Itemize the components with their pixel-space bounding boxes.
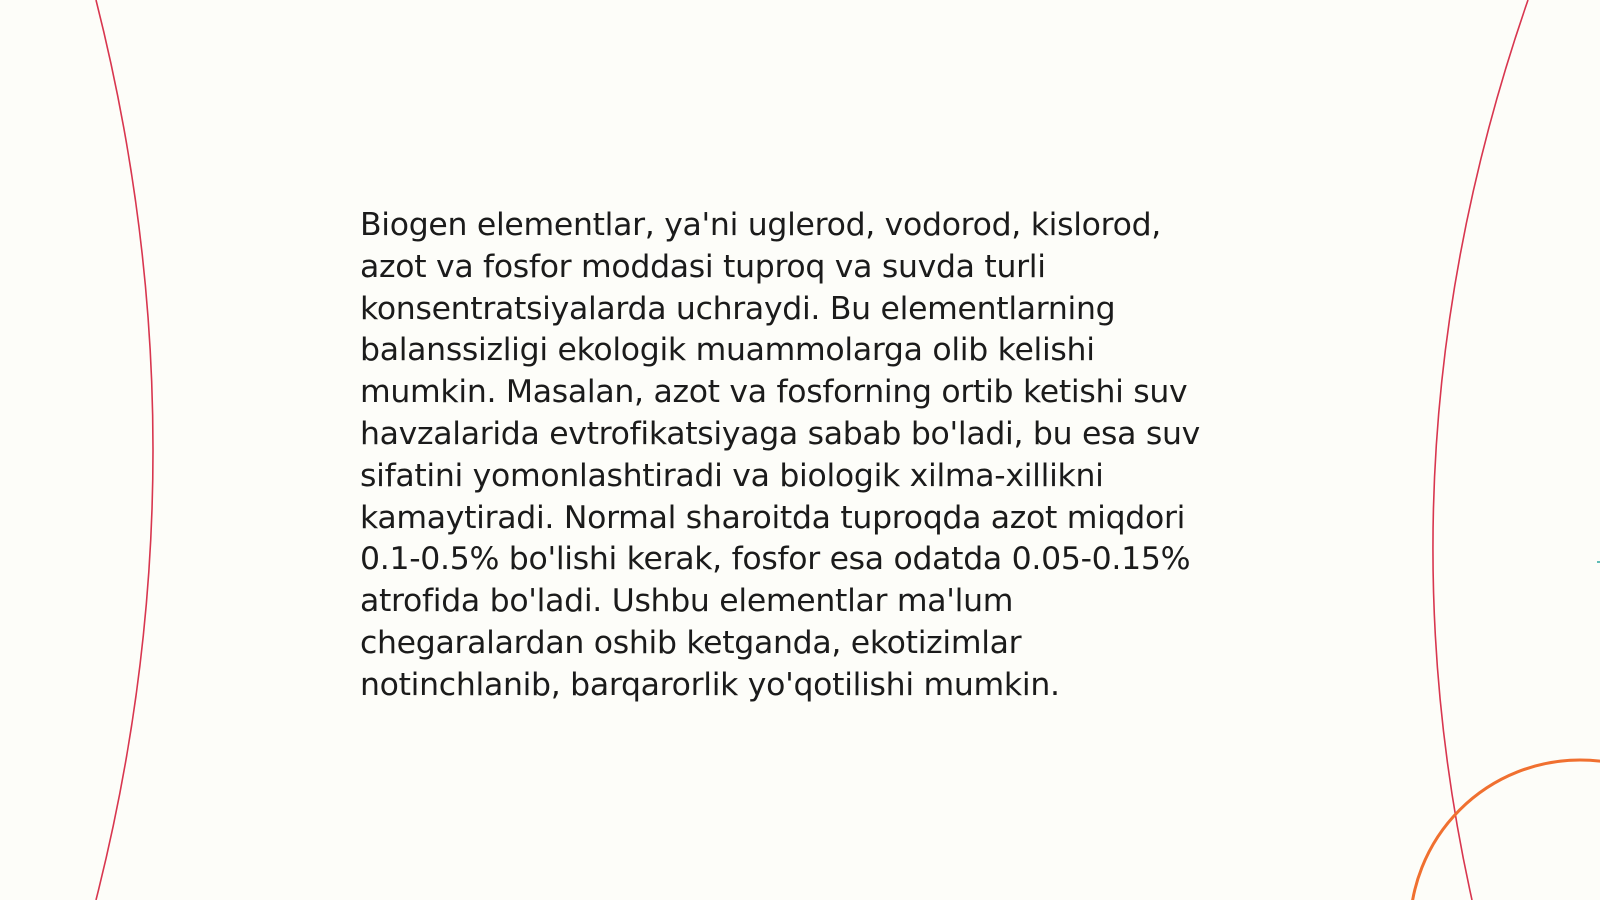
right-arc bbox=[1433, 0, 1528, 900]
orange-circle-arc bbox=[1410, 760, 1600, 900]
left-arc bbox=[96, 0, 153, 900]
body-paragraph: Biogen elementlar, ya'ni uglerod, vodorod, kislorod, azot va fosfor moddasi tuproq va suvda turli konsentratsiyalarda uchraydi. Bu elementlarning balanssizligi ekologik muammolarga olib kelishi mumkin. Masalan, azot va fosforning ortib ketishi suv havzalarida evtrofikatsiyaga sabab bo'ladi, bu esa suv sifatini yomonlashtiradi va biologik xilma-xillikni kamaytiradi. Normal sharoitda tuproqda azot miqdori 0.1-0.5% bo'lishi kerak, fosfor esa odatda 0.05-0.15% atrofida bo'ladi. Ushbu elementlar ma'lum chegaralardan oshib ketganda, ekotizimlar notinchlanib, barqarorlik yo'qotilishi mumkin. bbox=[360, 207, 1200, 703]
